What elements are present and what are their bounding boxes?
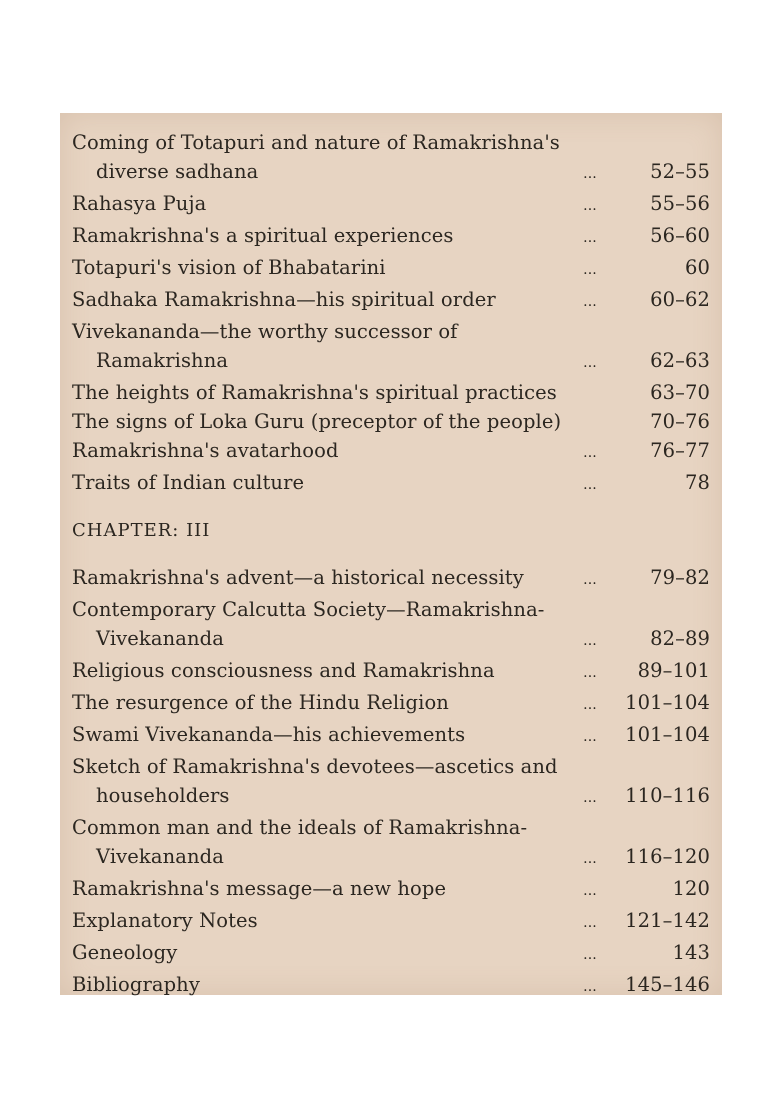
toc-entry-pages: 56–60: [650, 224, 710, 247]
toc-entry: [72, 253, 710, 285]
toc-entry-pages: 60: [684, 256, 710, 279]
toc-entry: [72, 468, 710, 500]
toc-entry-leader: ...: [583, 979, 597, 995]
toc-entry-leader: ...: [583, 294, 597, 310]
toc-entry: [72, 688, 710, 720]
toc-entry-leader: ...: [583, 633, 597, 649]
toc-entry-title: Ramakrishna: [96, 349, 229, 372]
toc-entry-pages: 82–89: [650, 627, 710, 650]
toc-entry-leader: ...: [583, 851, 597, 867]
toc-entry-title: Geneology: [72, 941, 178, 964]
toc-entry: [72, 813, 710, 842]
toc-entry-pages: 101–104: [625, 691, 710, 714]
toc-entry-pages: 145–146: [625, 973, 710, 996]
toc-entry-leader: ...: [583, 697, 597, 713]
toc-entry-leader: ...: [583, 445, 597, 461]
toc-entry: [72, 781, 710, 813]
toc-entry-pages: 52–55: [650, 160, 710, 183]
book-page: [60, 113, 722, 995]
toc-entry-title: Sketch of Ramakrishna's devotees—ascetics and: [72, 755, 558, 778]
toc-entry: [72, 906, 710, 938]
toc-entry-title: Ramakrishna's advent—a historical necessity: [72, 566, 524, 589]
toc-entry-leader: ...: [583, 230, 597, 246]
toc-entry-pages: 76–77: [650, 439, 710, 462]
toc-entry-title: Common man and the ideals of Ramakrishna-: [72, 816, 528, 839]
toc-section-1: [72, 128, 710, 500]
toc-entry: [72, 157, 710, 189]
toc-entry-leader: ...: [583, 790, 597, 806]
toc-entry: [72, 378, 710, 407]
toc-entry-pages: 89–101: [637, 659, 710, 682]
toc-entry: [72, 436, 710, 468]
toc-entry-title: Traits of Indian culture: [72, 471, 305, 494]
toc-entry: [72, 624, 710, 656]
toc-entry-pages: 121–142: [625, 909, 710, 932]
toc-entry: [72, 938, 710, 970]
toc-entry: [72, 128, 710, 157]
toc-entry-title: Totapuri's vision of Bhabatarini: [72, 256, 386, 279]
toc-entry: [72, 842, 710, 874]
toc-entry: [72, 317, 710, 346]
toc-entry-leader: ...: [583, 355, 597, 371]
toc-entry-title: Explanatory Notes: [72, 909, 258, 932]
toc-entry-title: Ramakrishna's message—a new hope: [72, 877, 447, 900]
toc-entry-title: Bibliography: [72, 973, 200, 996]
toc-section-2: [72, 563, 710, 1002]
toc-entry-pages: 62–63: [650, 349, 710, 372]
toc-entry-pages: 110–116: [625, 784, 710, 807]
toc-entry-title: The resurgence of the Hindu Religion: [72, 691, 449, 714]
toc-entry-pages: 116–120: [625, 845, 710, 868]
toc-entry: [72, 656, 710, 688]
toc-entry-title: Swami Vivekananda—his achievements: [72, 723, 466, 746]
toc-entry-pages: 70–76: [650, 410, 710, 433]
toc-entry-leader: ...: [583, 166, 597, 182]
toc-entry-pages: 55–56: [650, 192, 710, 215]
toc-entry-title: Sadhaka Ramakrishna—his spiritual order: [72, 288, 496, 311]
toc-entry-leader: ...: [583, 947, 597, 963]
toc-entry-pages: 143: [672, 941, 710, 964]
toc-entry-pages: 120: [672, 877, 710, 900]
toc-entry: [72, 752, 710, 781]
toc-entry-title: Vivekananda: [96, 627, 224, 650]
toc-entry: [72, 346, 710, 378]
toc-entry-leader: ...: [583, 477, 597, 493]
toc-entry-title: Ramakrishna's avatarhood: [72, 439, 339, 462]
toc-entry-leader: ...: [583, 572, 597, 588]
toc-entry-leader: ...: [583, 665, 597, 681]
toc-entry: [72, 221, 710, 253]
toc-entry-title: Coming of Totapuri and nature of Ramakrishna's: [72, 131, 560, 154]
toc-entry-leader: ...: [583, 198, 597, 214]
toc-entry-title: The signs of Loka Guru (preceptor of the people): [72, 410, 562, 433]
toc-entry: [72, 720, 710, 752]
toc-entry: [72, 285, 710, 317]
chapter-heading: CHAPTER: III: [72, 520, 211, 541]
toc-entry-title: Vivekananda—the worthy successor of: [72, 320, 458, 343]
toc-entry-title: Contemporary Calcutta Society—Ramakrishna-: [72, 598, 545, 621]
toc-entry: [72, 970, 710, 1002]
toc-entry-title: Rahasya Puja: [72, 192, 207, 215]
toc-entry-pages: 78: [684, 471, 710, 494]
toc-entry-title: householders: [96, 784, 230, 807]
toc-entry: [72, 563, 710, 595]
toc-entry-pages: 101–104: [625, 723, 710, 746]
toc-entry-title: diverse sadhana: [96, 160, 259, 183]
toc-entry-leader: ...: [583, 262, 597, 278]
toc-entry-leader: ...: [583, 729, 597, 745]
toc-entry: [72, 189, 710, 221]
toc-entry: [72, 595, 710, 624]
toc-entry-title: The heights of Ramakrishna's spiritual practices: [72, 381, 557, 404]
toc-content: [72, 128, 710, 1002]
toc-entry-leader: ...: [583, 915, 597, 931]
toc-entry: [72, 874, 710, 906]
toc-entry-title: Vivekananda: [96, 845, 224, 868]
toc-entry-pages: 79–82: [650, 566, 710, 589]
toc-entry: [72, 407, 710, 436]
toc-entry-pages: 60–62: [650, 288, 710, 311]
toc-entry-title: Religious consciousness and Ramakrishna: [72, 659, 495, 682]
toc-entry-pages: 63–70: [650, 381, 710, 404]
toc-entry-leader: ...: [583, 883, 597, 899]
toc-entry-title: Ramakrishna's a spiritual experiences: [72, 224, 454, 247]
